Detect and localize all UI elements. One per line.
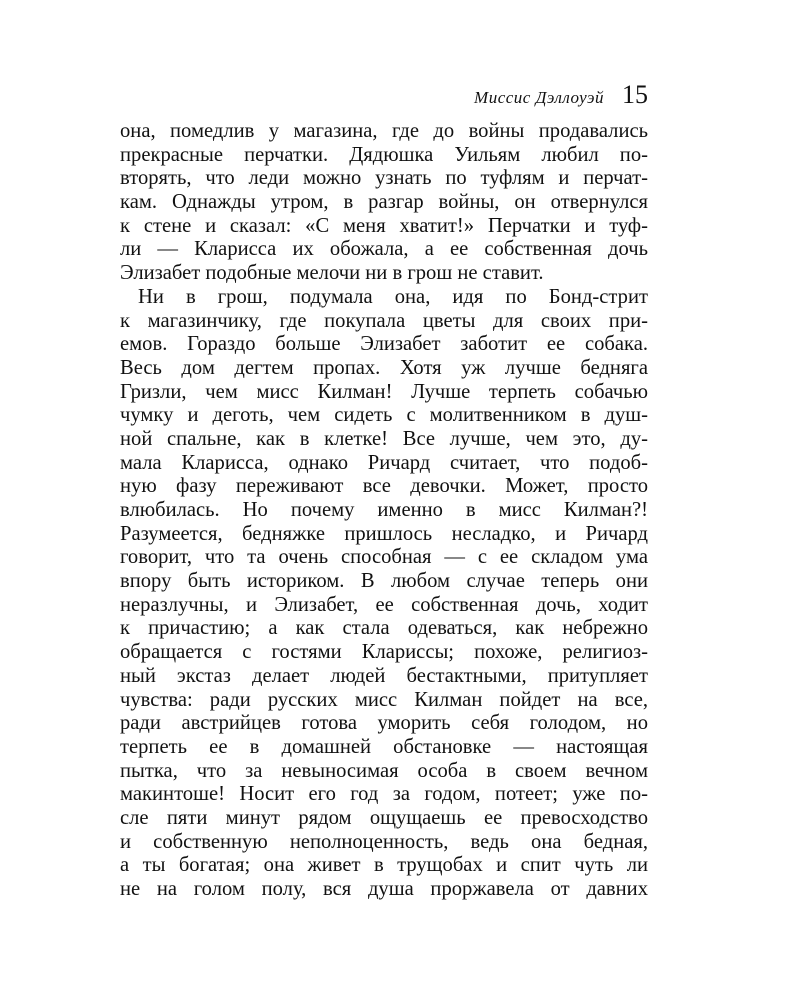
text-line: чумку и деготь, чем сидеть с молитвенником в душ- bbox=[120, 404, 648, 427]
text-line: ли — Кларисса их обожала, а ее собственная дочь bbox=[120, 238, 648, 261]
text-line: терпеть ее в домашней обстановке — настоящая bbox=[120, 735, 648, 758]
text-line: чувства: ради русских мисс Килман пойдет на все, bbox=[120, 688, 648, 711]
text-line: Элизабет подобные мелочи ни в грош не ставит. bbox=[120, 262, 544, 285]
running-title: Миссис Дэллоуэй bbox=[474, 88, 604, 107]
page-number: 15 bbox=[622, 80, 648, 109]
text-line: обращается с гостями Клариссы; похоже, религиоз- bbox=[120, 641, 648, 664]
text-line: Гризли, чем мисс Килман! Лучше терпеть собачью bbox=[120, 380, 648, 403]
text-line: ный экстаз делает людей бестактными, притупляет bbox=[120, 664, 648, 687]
text-line: она, помедлив у магазина, где до войны продавались bbox=[120, 120, 648, 142]
body-text bbox=[120, 120, 648, 902]
text-line: вторять, что леди можно узнать по туфлям и перчат- bbox=[120, 167, 648, 190]
text-line: ради австрийцев готова уморить себя голодом, но bbox=[120, 712, 648, 735]
paragraph-start-line: Ни в грош, подумала она, идя по Бонд-стрит bbox=[138, 285, 648, 308]
text-line: неразлучны, и Элизабет, ее собственная дочь, ходит bbox=[120, 593, 648, 616]
text-line: пытка, что за невыносимая особа в своем вечном bbox=[120, 759, 648, 782]
text-line: впору быть историком. В любом случае теперь они bbox=[120, 570, 648, 593]
text-line: мала Кларисса, однако Ричард считает, что подоб- bbox=[120, 451, 648, 474]
text-line: к магазинчику, где покупала цветы для своих при- bbox=[120, 309, 648, 332]
text-line: емов. Гораздо больше Элизабет заботит ее собака. bbox=[120, 333, 648, 356]
text-line: Весь дом дегтем пропах. Хотя уж лучше бедняга bbox=[120, 356, 648, 379]
text-line: влюбилась. Но почему именно в мисс Килман?! bbox=[120, 499, 648, 521]
text-line: прекрасные перчатки. Дядюшка Уильям любил по- bbox=[120, 143, 648, 166]
text-line: сле пяти минут рядом ощущаешь ее превосходство bbox=[120, 806, 648, 829]
text-line: не на голом полу, вся душа проржавела от давних bbox=[120, 878, 648, 900]
text-line: ную фазу переживают все девочки. Может, просто bbox=[120, 475, 648, 498]
text-line: и собственную неполноценность, ведь она бедная, bbox=[120, 830, 648, 853]
text-line: к стене и сказал: «С меня хватит!» Перчатки и туф- bbox=[120, 214, 648, 237]
text-line: кам. Однажды утром, в разгар войны, он отвернулся bbox=[120, 191, 648, 214]
text-line: а ты богатая; она живет в трущобах и спит чуть ли bbox=[120, 854, 648, 877]
running-head bbox=[120, 80, 648, 110]
text-line: ной спальне, как в клетке! Все лучше, чем это, ду- bbox=[120, 427, 648, 450]
text-line: к причастию; а как стала одеваться, как небрежно bbox=[120, 617, 648, 640]
text-line: говорит, что та очень способная — с ее складом ума bbox=[120, 546, 648, 569]
text-line: Разумеется, бедняжке пришлось несладко, и Ричард bbox=[120, 522, 648, 545]
text-line: макинтоше! Носит его год за годом, потеет; уже по- bbox=[120, 783, 648, 806]
